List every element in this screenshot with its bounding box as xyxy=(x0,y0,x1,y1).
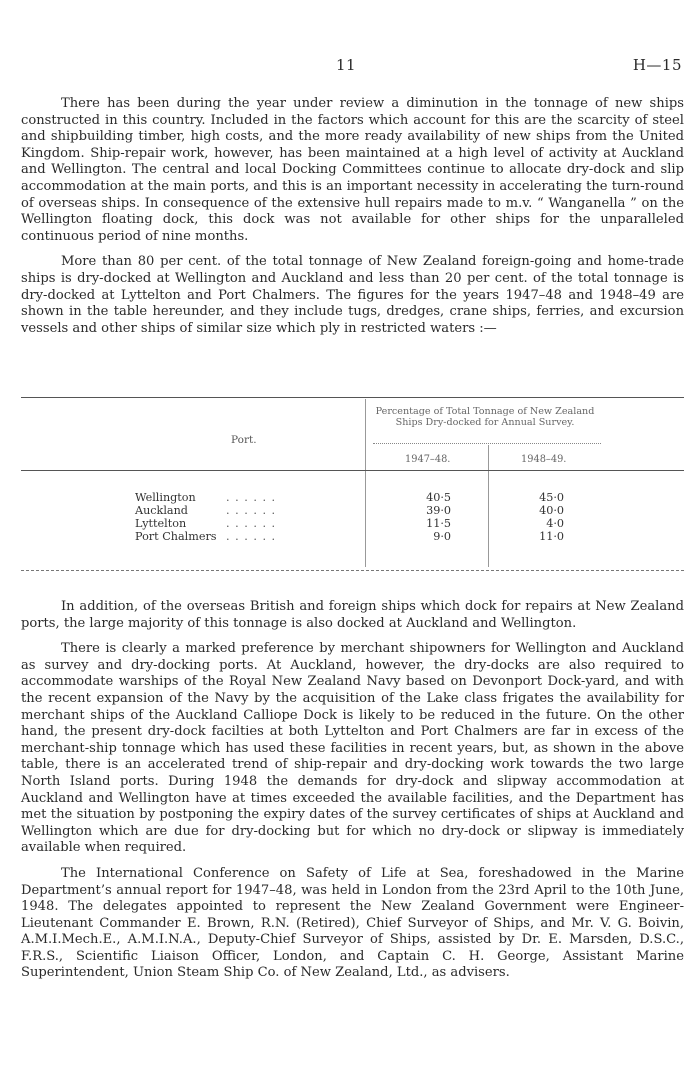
table-top-rule xyxy=(21,397,684,398)
table-leader-dots: . . . . . . xyxy=(226,517,277,530)
table-row xyxy=(21,517,684,530)
table-cell-port: Wellington xyxy=(135,491,196,504)
table-column-1947-48: 1947–48. xyxy=(405,454,451,465)
dry-docking-table xyxy=(21,397,684,575)
body-section-top xyxy=(21,96,684,346)
paragraph-dry-docking-share: More than 80 per cent. of the total tonnage of New Zealand foreign-going and home-trade ships is dry-docked at Wellington and Auckland and less than 20 per cent. of the total tonnage is dry-docked at Lyttelton and Port Chalmers. The figures for the years 1947–48 and 1948–49 are shown in the table hereunder, and they include tugs, dredges, crane ships, ferries, and excursion vessels and other ships of similar size which ply in restricted waters :— xyxy=(21,254,684,336)
document-reference: H—15 xyxy=(632,56,682,74)
table-cell-1948-49: 4·0 xyxy=(546,517,564,530)
page-number: 11 xyxy=(336,56,357,74)
paragraph-ship-construction: There has been during the year under review a diminution in the tonnage of new ships constructed in this country. Included in the factors which account for this are the scarcity of steel and shipbuilding timber, high costs, and the more ready availability of new ships from the United Kingdom. Ship-repair work, however, has been maintained at a high level of activity at Auckland and Wellington. The central and local Docking Committees continue to allocate dry-dock and slip accommodation at the main ports, and this is an important necessity in accelerating the turn-round of overseas ships. In consequence of the extensive hull repairs made to m.v. “ Wanganella ” on the Wellington floating dock, this dock was not available for other ships for the unparalleled continuous period of nine months. xyxy=(21,96,684,244)
table-cell-1947-48: 11·5 xyxy=(426,517,451,530)
table-cell-1948-49: 40·0 xyxy=(539,504,564,517)
paragraph-port-preference: There is clearly a marked preference by merchant shipowners for Wellington and Auckland as survey and dry-docking ports. At Auckland, however, the dry-docks are also required to accommodate warships of the Royal New Zealand Navy based on Devonport Dock-yard, and with the recent expansion of the Navy by the acquisition of the Lake class frigates the availability for merchant ships of the Auckland Calliope Dock is likely to be reduced in the future. On the other hand, the present dry-dock facilties at both Lyttelton and Port Chalmers are far in excess of the merchant-ship tonnage which has used these facilities in recent years, but, as shown in the above table, there is an accelerated trend of ship-repair and dry-docking work towards the two large North Island ports. During 1948 the demands for dry-dock and slipway accommodation at Auckland and Wellington have at times exceeded the available facilities, and the Department has met the situation by postponing the expiry dates of the survey certificates of ships at Auckland and Wellington which are due for dry-docking but for which no dry-dock or slipway is immediately available when required. xyxy=(21,641,684,856)
table-column-1948-49: 1948–49. xyxy=(521,454,567,465)
table-cell-port: Port Chalmers xyxy=(135,530,217,543)
table-cell-1948-49: 45·0 xyxy=(539,491,564,504)
table-row xyxy=(21,530,684,543)
table-cell-port: Lyttelton xyxy=(135,517,187,530)
table-row xyxy=(21,491,684,504)
table-cell-1947-48: 39·0 xyxy=(426,504,451,517)
table-cell-1947-48: 40·5 xyxy=(426,491,451,504)
table-leader-dots: . . . . . . xyxy=(226,530,277,543)
table-row xyxy=(21,504,684,517)
table-header-rule xyxy=(21,470,684,471)
paragraph-safety-conference: The International Conference on Safety of Life at Sea, foreshadowed in the Marine Department’s annual report for 1947–48, was held in London from the 23rd April to the 10th June, 1948. The delegates appointed to represent the New Zealand Government were Engineer-Lieutenant Commander E. Brown, R.N. (Retired), Chief Surveyor of Ships, and Mr. V. G. Boivin, A.M.I.Mech.E., A.M.I.N.A., Deputy-Chief Surveyor of Ships, assisted by Dr. E. Marsden, D.S.C., F.R.S., Scientific Liaison Officer, London, and Captain C. H. George, Assistant Marine Superintendent, Union Steam Ship Co. of New Zealand, Ltd., as advisers. xyxy=(21,865,684,981)
paragraph-overseas-ships: In addition, of the overseas British and foreign ships which dock for repairs at New Zealand ports, the large majority of this tonnage is also docked at Auckland and Wellington. xyxy=(21,599,684,631)
body-section-bottom xyxy=(21,599,684,991)
table-header-subrule xyxy=(373,443,601,444)
table-cell-1947-48: 9·0 xyxy=(433,530,451,543)
table-header-percentage: Percentage of Total Tonnage of New Zealand Ships Dry-docked for Annual Survey. xyxy=(375,406,595,428)
table-leader-dots: . . . . . . xyxy=(226,491,277,504)
table-cell-port: Auckland xyxy=(135,504,188,517)
table-cell-1948-49: 11·0 xyxy=(539,530,564,543)
table-header-port: Port. xyxy=(231,434,257,446)
table-bottom-rule xyxy=(21,570,684,571)
table-leader-dots: . . . . . . xyxy=(226,504,277,517)
